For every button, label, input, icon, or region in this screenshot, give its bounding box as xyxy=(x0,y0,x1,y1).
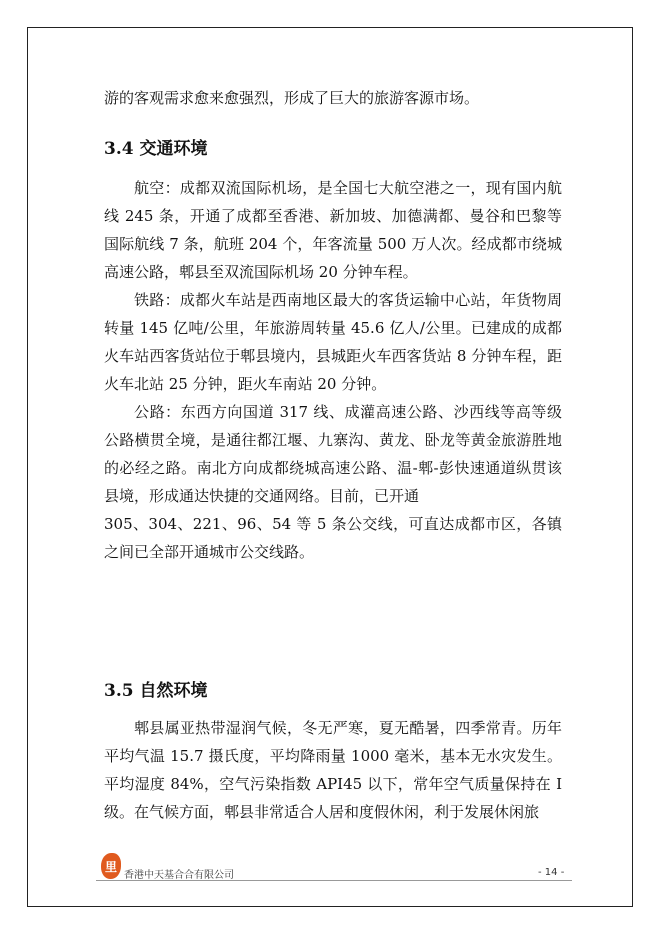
paragraph-highway: 公路：东西方向国道 317 线、成灌高速公路、沙西线等高等级公路横贯全境，是通往都江堰、九寨沟、黄龙、卧龙等黄金旅游胜地的必经之路。南北方向成都绕城高速公路、温-郫-彭快速通道纵贯该县境，形成通达快捷的交通网络。目前，已开通 xyxy=(104,403,562,505)
paragraph-bus: 305、304、221、96、54 等 5 条公交线，可直达成都市区，各镇之间已全部开通城市公交线路。 xyxy=(104,515,562,561)
paragraph-aviation: 航空：成都双流国际机场，是全国七大航空港之一，现有国内航线 245 条，开通了成都至香港、新加坡、加德满都、曼谷和巴黎等国际航线 7 条，航班 204 个，年客流量 500 万人次。经成都市绕城高速公路，郫县至双流国际机场 20 分钟车程。 xyxy=(104,179,562,281)
company-logo-icon: 里 xyxy=(101,853,121,879)
transport-block xyxy=(104,174,562,566)
paragraph-intro: 游的客观需求愈来愈强烈，形成了巨大的旅游客源市场。 xyxy=(104,89,480,107)
paragraph-climate: 郫县属亚热带湿润气候，冬无严寒，夏无酷暑，四季常青。历年平均气温 15.7 摄氏度，平均降雨量 1000 毫米，基本无水灾发生。平均湿度 84%，空气污染指数 API45 以下，常年空气质量保持在 I 级。在气候方面，郫县非常适合人居和度假休闲，利于发展休闲旅 xyxy=(104,719,562,821)
footer-divider xyxy=(96,880,572,881)
intro-block xyxy=(104,84,562,112)
section-title-transport: 3.4 交通环境 xyxy=(104,139,208,159)
nature-block xyxy=(104,714,562,826)
paragraph-railway: 铁路：成都火车站是西南地区最大的客货运输中心站，年货物周转量 145 亿吨/公里，年旅游周转量 45.6 亿人/公里。已建成的成都火车站西客货站位于郫县境内，县城距火车西客货站 8 分钟车程，距火车北站 25 分钟，距火车南站 20 分钟。 xyxy=(104,291,562,393)
footer-company-name: 香港中天基合合有限公司 xyxy=(124,870,234,881)
section-title-nature: 3.5 自然环境 xyxy=(104,681,208,701)
page-number: - 14 - xyxy=(538,867,565,878)
